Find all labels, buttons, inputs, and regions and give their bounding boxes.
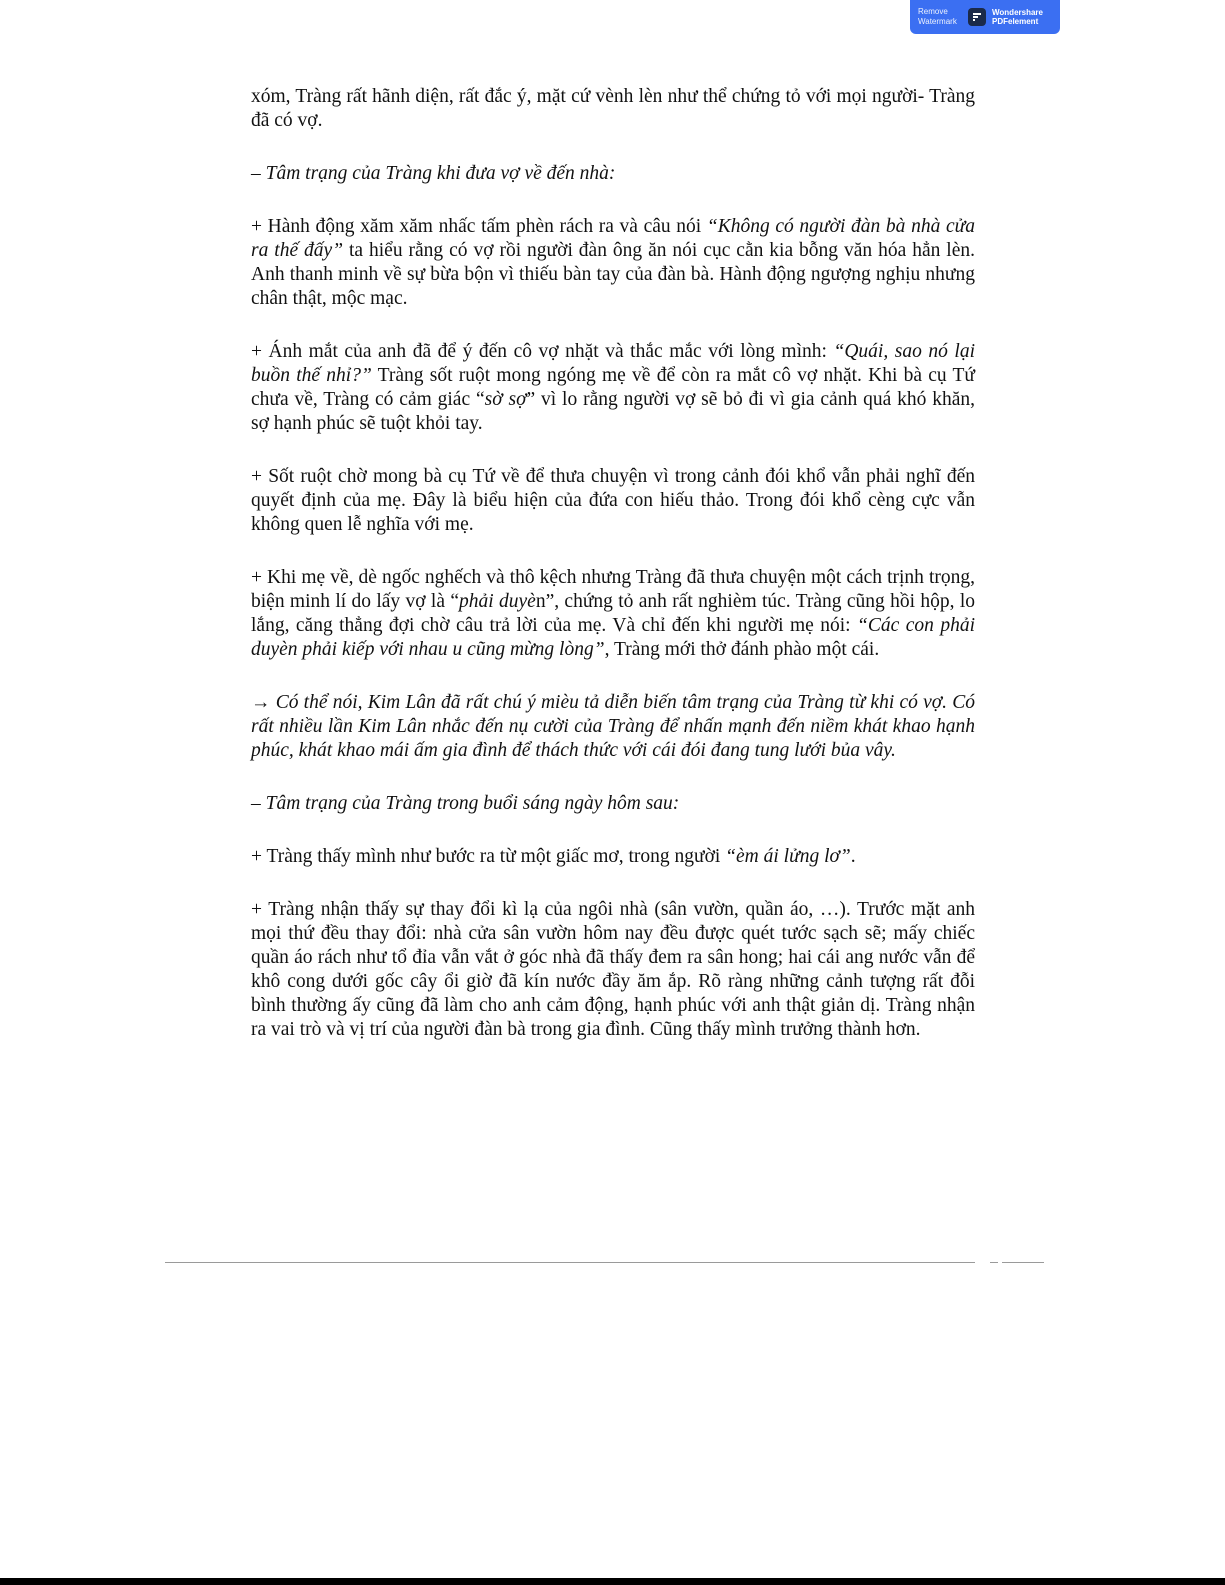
paragraph-3 — [251, 215, 975, 311]
brand — [968, 8, 1043, 26]
p6-text-a: + Khi mẹ về, dè ngốc nghếch và thô kệch nhưng Tràng đã thưa chuyện một cách trịnh trọng, biện minh lí do lấy vợ là “ — [251, 567, 975, 612]
p4-quote: “Quái, sao nó lại buồn thế nhỉ?” — [251, 341, 975, 386]
p4-text-c: Tràng sốt ruột mong ngóng mẹ về để còn ra mắt cô vợ nhặt. Khi bà cụ Tứ chưa về, Tràng có cảm giác “ — [251, 365, 975, 410]
p9-text-a: + Tràng thấy mình như bước ra từ một giấc mơ, trong người — [251, 846, 726, 867]
footer-divider — [165, 1262, 975, 1263]
paragraph-7-conclusion — [251, 691, 975, 763]
p6-text-c: n”, chứng tỏ anh rất nghièm túc. Tràng cũng hồi hộp, lo lắng, căng thẳng đợi chờ câu trả lời của mẹ. Và chỉ đến khi người mẹ nói: — [251, 591, 975, 636]
pdfelement-logo-icon — [968, 8, 986, 26]
p6-quote: “Các con phải duyèn phải kiếp với nhau u cũng mừng lòng” — [251, 615, 975, 660]
paragraph-9 — [251, 845, 975, 869]
p9-text-c: . — [850, 846, 856, 867]
paragraph-10: + Tràng nhận thấy sự thay đổi kì lạ của ngôi nhà (sân vườn, quần áo, …). Trước mặt anh mọi thứ đều thay đổi: nhà cửa sân vườn hôm nay đều được quét tước sạch sẽ; mấy chiếc quần áo rách như tổ đỉa vẫn vắt ở góc nhà đã thấy đem ra sân hong; hai cái ang nước vẫn để khô cong dưới gốc cây ổi giờ đã kín nước đầy ăm ắp. Rõ ràng những cảnh tượng rất đỗi bình thường ấy cũng đã làm cho anh cảm động, hạnh phúc với anh thật giản dị. Tràng nhận ra vai trò và vị trí của người đàn bà trong gia đình. Cũng thấy mình trưởng thành hơn. — [251, 899, 975, 1040]
document-body — [251, 85, 975, 1071]
remove-label-line2: Watermark — [918, 17, 957, 26]
p4-text-a: + Ánh mắt của anh đã để ý đến cô vợ nhặt và thắc mắc với lòng mình: — [251, 341, 834, 362]
brand-name — [992, 8, 1043, 26]
remove-watermark-label — [918, 7, 966, 27]
remove-watermark-button[interactable] — [910, 0, 1060, 34]
paragraph-4 — [251, 340, 975, 436]
brand-line2: PDFelement — [992, 17, 1039, 26]
p6-text-e: , Tràng mới thở đánh phào một cái. — [604, 639, 880, 660]
paragraph-5: + Sốt ruột chờ mong bà cụ Tứ về để thưa chuyện vì trong cảnh đói khổ vẫn phải nghĩ đến quyết định của mẹ. Đây là biểu hiện của đứa con hiếu thảo. Trong đói khổ cèng cực vẫn không quen lễ nghĩa với mẹ. — [251, 466, 975, 535]
p9-quote: “èm ái lửng lơ” — [725, 846, 851, 867]
remove-label-line1: Remove — [918, 7, 948, 16]
p3-quote: “Không có người đàn bà nhà cửa ra thế đấy” — [251, 216, 976, 261]
heading-next-morning — [251, 792, 975, 816]
heading-arrival-text: – Tâm trạng của Tràng khi đưa vợ về đến nhà: — [251, 163, 616, 184]
p3-text-a: + Hành động xăm xăm nhấc tấm phèn rách ra và câu nói — [251, 216, 707, 237]
p7-text: → Có thể nói, Kim Lân đã rất chú ý mièu tả diễn biến tâm trạng của Tràng từ khi có vợ. Có rất nhiều lần Kim Lân nhắc đến nụ cười của Tràng để nhấn mạnh đến niềm khát khao hạnh phúc, khát khao mái ấm gia đình để thách thức với cái đói đang tung lưới bủa vây. — [251, 692, 975, 761]
footer-dash-short — [990, 1262, 998, 1263]
p3-text-c: ta hiểu rằng có vợ rồi người đàn ông ăn nói cục cằn kia bỗng văn hóa hẳn lèn. Anh thanh minh về sự bừa bộn vì thiếu bàn tay của đàn bà. Hành động ngượng nghịu nhưng chân thật, mộc mạc. — [251, 240, 975, 309]
p4-italic-word: sờ sợ — [484, 389, 527, 410]
paragraph-1: xóm, Tràng rất hãnh diện, rất đắc ý, mặt cứ vènh lèn như thể chứng tỏ với mọi người- Tràng đã có vợ. — [251, 86, 975, 131]
heading-next-morning-text: – Tâm trạng của Tràng trong buổi sáng ngày hôm sau: — [251, 793, 680, 814]
page-bottom-edge — [0, 1578, 1225, 1585]
footer-dash-long — [1002, 1262, 1044, 1263]
p4-text-e: ” vì lo rằng người vợ sẽ bỏ đi vì gia cảnh quá khó khăn, sợ hạnh phúc sẽ tuột khỏi tay. — [251, 389, 975, 434]
heading-arrival — [251, 162, 975, 186]
brand-line1: Wondershare — [992, 8, 1043, 17]
p6-italic-word: phải duyè — [458, 591, 536, 612]
paragraph-6 — [251, 566, 975, 662]
